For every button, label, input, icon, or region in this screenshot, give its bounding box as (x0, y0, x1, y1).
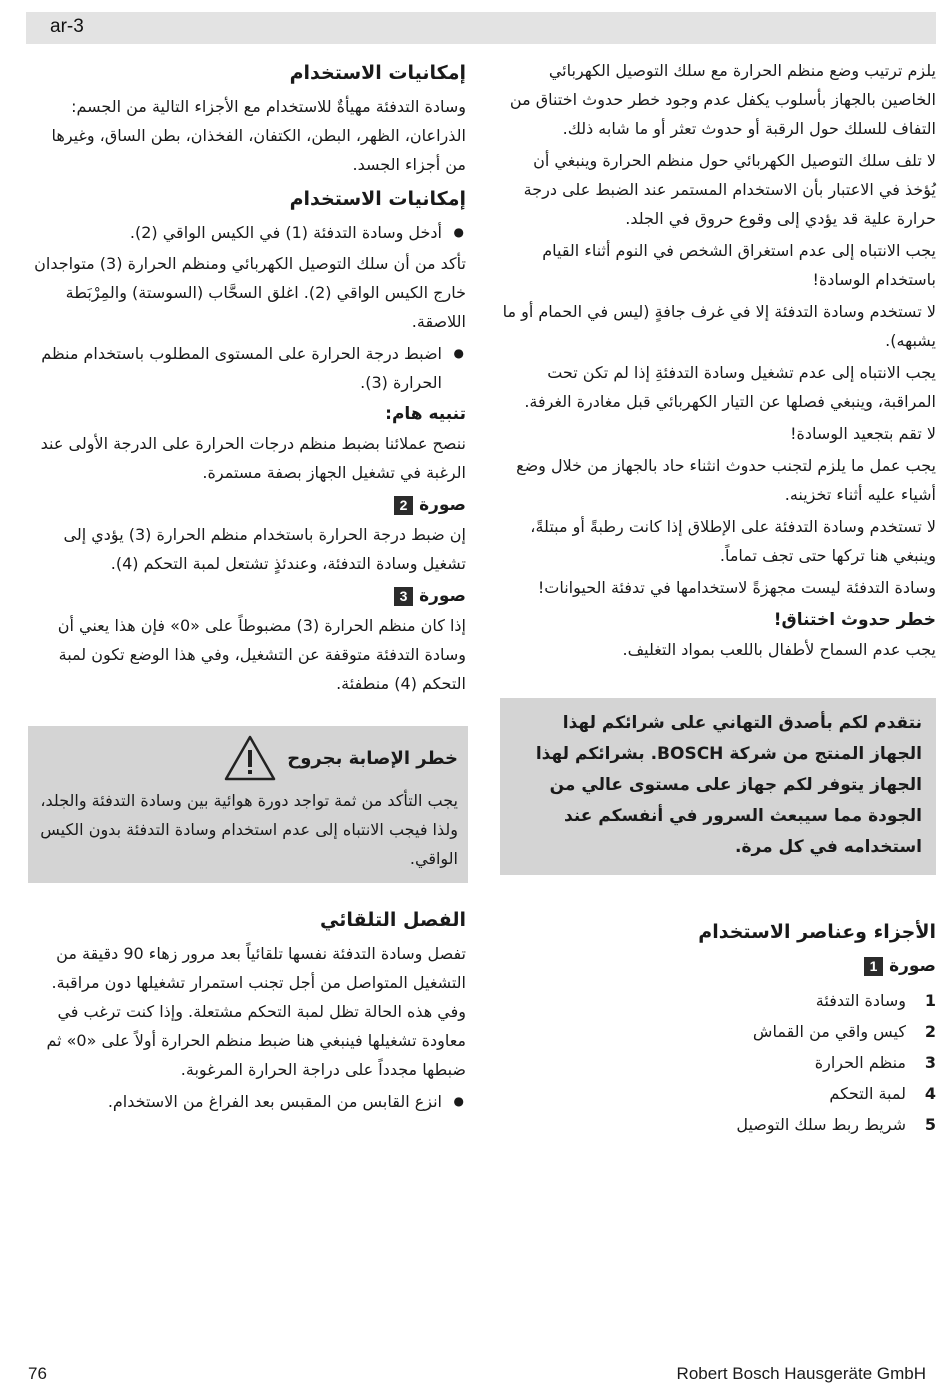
part-number: 5 (924, 1115, 936, 1134)
section-heading: الفصل التلقائي (320, 909, 466, 931)
paragraph: يجب الانتباه إلى عدم استغراق الشخص في النوم أثناء القيام باستخدام الوسادة! (542, 241, 936, 289)
bullet-list (30, 1087, 466, 1116)
list-item (500, 985, 936, 1016)
part-number: 2 (924, 1022, 936, 1041)
figure-number-badge: 3 (394, 587, 413, 606)
figure-label-text: صورة (419, 495, 466, 515)
parts-heading: الأجزاء وعناصر الاستخدام (698, 921, 936, 943)
paragraph: وسادة التدفئة ليست مجهزةً لاستخدامها في تدفئة الحيوانات! (537, 578, 936, 597)
section-heading: إمكانيات الاستخدام (289, 62, 466, 84)
paragraph: يجب الانتباه إلى عدم تشغيل وسادة التدفئةِ إذا لم تكن تحت المراقبة، وينبغي فصلها عن التيار الكهربائي قبل مغادرة الغرفة. (524, 363, 936, 411)
list-item (500, 1016, 936, 1047)
paragraph: إذا كان منظم الحرارة (3) مضبوطاً على «0» فإن هذا يعني أن وسادة التدفئة متوقفة عن التشغيل، وفي هذا الوضع تكون لمبة التحكم (4) منطفئة. (57, 616, 466, 693)
paragraph: تفصل وسادة التدفئة نفسها تلقائياً بعد مرور زهاء 90 دقيقة من التشغيل المتواصل من أجل تجنب استمرار تشغيلها دون مراقبة. وفي هذه الحالة تظل لمبة التحكم مشتعلة. وإذا كنت ترغب في معاودة تشغيلها فينبغي هنا ضبط منظم الحرارة أولاً على «0» ثم ضبطها مجدداً على دراجة الحرارة المرغوبة. (46, 944, 466, 1079)
bullet-item: ● انزع القابس من المقبس بعد الفراغ من الاستخدام. (30, 1087, 466, 1116)
part-number: 1 (924, 991, 936, 1010)
part-label: لمبة التحكم (829, 1084, 906, 1103)
paragraph: يجب عدم السماح لأطفال باللعب بمواد التغليف. (622, 640, 936, 659)
figure-number-badge: 1 (864, 957, 883, 976)
paragraph: ننصح عملائنا بضبط منظم درجات الحرارة على الدرجة الأولى عند الرغبة في تشغيل الجهاز بصفة مستمرة. (40, 434, 466, 482)
paragraph: لا تستخدم وسادة التدفئة إلا في غرف جافةٍ (ليس في الحمام أو ما يشبهه). (502, 302, 936, 350)
warning-triangle-icon (223, 734, 277, 782)
paragraph: لا تقم بتجعيد الوسادة! (790, 424, 936, 443)
parts-list (500, 985, 936, 1140)
part-label: شريط ربط سلك التوصيل (736, 1115, 906, 1134)
figure-label-text: صورة (419, 586, 466, 606)
header-bar (26, 12, 936, 44)
bullet-item: ● اضبط درجة الحرارة على المستوى المطلوب باستخدام منظم الحرارة (3). (30, 339, 466, 397)
part-label: منظم الحرارة (814, 1053, 906, 1072)
paragraph: وسادة التدفئة مهيأةٌ للاستخدام مع الأجزاء التالية من الجسم: الذراعان، الظهر، البطن، الكتفان، الفخذان، بطن الساق، وغيرها من أجزاء الجسد. (51, 97, 466, 174)
figure-label-text: صورة (889, 956, 936, 976)
company-name: Robert Bosch Hausgeräte GmbH (676, 1364, 926, 1383)
figure-label-2 (30, 490, 466, 520)
list-item (500, 1109, 936, 1140)
paragraph: إن ضبط درجة الحرارة باستخدام منظم الحرارة (3) يؤدي إلى تشغيل وسادة التدفئة، وعندئذٍ تشتعل لمبة التحكم (4). (63, 525, 466, 573)
bullet-item: ● أدخل وسادة التدفئة (1) في الكيس الواقي (2). (30, 218, 466, 247)
notice-heading: تنبيه هام: (385, 404, 466, 424)
warning-header (38, 734, 458, 782)
congratulations-box (500, 698, 936, 875)
paragraph: لا تلف سلك التوصيل الكهربائي حول منظم الحرارة وينبغي أن يُؤخذ في الاعتبار بأن الاستخدام المستمر عند الضبط على درجة حرارة علية قد يؤدي إلى وقوع حروق في الجلد. (523, 151, 936, 228)
left-column (30, 56, 466, 1118)
part-number: 3 (924, 1053, 936, 1072)
figure-label-1 (500, 951, 936, 981)
part-number: 4 (924, 1084, 936, 1103)
right-column (500, 56, 936, 1140)
paragraph: تأكد من أن سلك التوصيل الكهربائي ومنظم الحرارة (3) متواجدان خارج الكيس الواقي (2). اغلق السحَّاب (السوستة) والمِرْبَطة اللاصقة. (34, 254, 466, 331)
warning-text: يجب التأكد من ثمة تواجد دورة هوائية بين وسادة التدفئة والجلد، ولذا فيجب الانتباه إلى عدم استخدام وسادة التدفئة بدون الكيس الواقي. (40, 791, 458, 868)
paragraph: يجب عمل ما يلزم لتجنب حدوث انثناء حاد بالجهاز من خلال وضع أشياء عليه أثناء تخزينه. (516, 456, 936, 504)
list-item (500, 1047, 936, 1078)
congratulations-text: نتقدم لكم بأصدق التهاني على شرائكم لهذا الجهاز المنتج من شركة BOSCH. بشرائكم لهذا الجهاز يتوفر لكم جهاز على مستوى عالي من الجودة مما سيبعث السرور في أنفسكم عند استخدامه في كل مرة. (535, 713, 922, 857)
warning-box (28, 726, 468, 883)
warning-title: خطر الإصابة بجروح (287, 747, 458, 769)
page-code: ar-3 (50, 16, 84, 37)
figure-number-badge: 2 (394, 496, 413, 515)
list-item (500, 1078, 936, 1109)
paragraph: لا تستخدم وسادة التدفئة على الإطلاق إذا كانت رطبةً أو مبتلةً، وينبغي هنا تركها حتى تجف تماماً. (530, 517, 936, 565)
paragraph: يلزم ترتيب وضع منظم الحرارة مع سلك التوصيل الكهربائي الخاصين بالجهاز بأسلوب يكفل عدم وجود خطر حدوث اختناق من التفاف للسلك حول الرقبة أو حدوث تعثر أو ما شابه ذلك. (509, 61, 936, 138)
figure-label-3 (30, 581, 466, 611)
page-number: 76 (28, 1364, 47, 1383)
part-label: وسادة التدفئة (815, 991, 906, 1010)
section-heading: إمكانيات الاستخدام (289, 188, 466, 210)
bullet-list (30, 339, 466, 397)
part-label: كيس واقي من القماش (752, 1022, 906, 1041)
bullet-list (30, 218, 466, 247)
choking-heading: خطر حدوث اختناق! (773, 610, 936, 630)
